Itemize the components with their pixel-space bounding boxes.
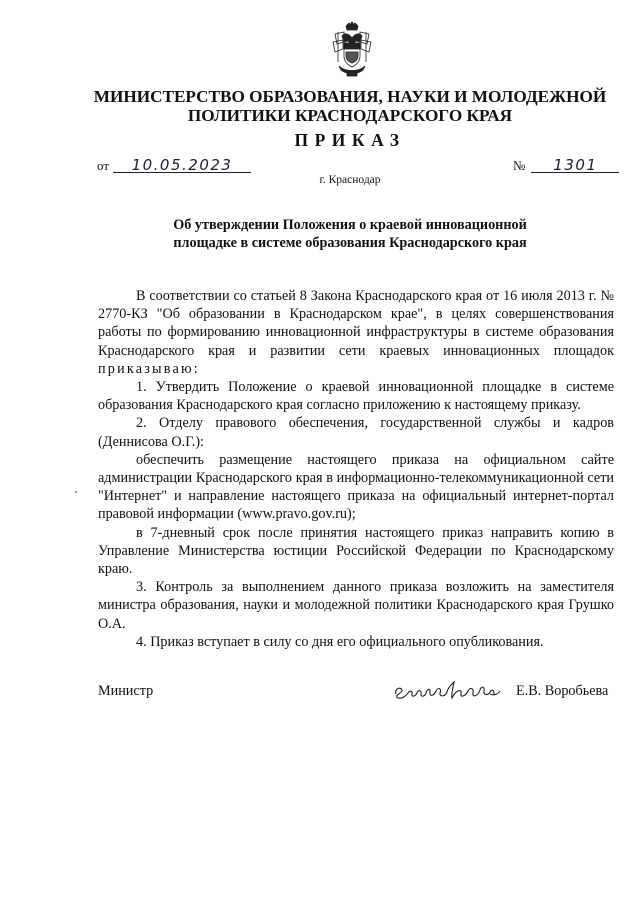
order-subject-line1: Об утверждении Положения о краевой инновационной [173, 217, 527, 233]
coat-of-arms-icon [329, 22, 375, 78]
preamble-text: В соответствии со статьей 8 Закона Краснодарского края от 16 июля 2013 г. № 2770-КЗ "Об образовании в Краснодарском крае", в целях совершенствования работы по формированию инновационной инфраструктуры в системе образования Краснодарского края и развитии сети краевых инновационных площадок [98, 288, 614, 359]
order-subject [130, 216, 570, 252]
date-prefix: от [97, 158, 110, 173]
preamble-paragraph [98, 287, 614, 378]
signatory-position: Министр [98, 683, 154, 699]
scan-mark [75, 491, 77, 493]
city-label: г. Краснодар [319, 174, 381, 186]
order-date: 10.05.2023 [113, 156, 251, 174]
order-date-row [97, 156, 251, 174]
order-word: приказываю: [98, 360, 200, 377]
ministry-name-line1: МИНИСТЕРСТВО ОБРАЗОВАНИЯ, НАУКИ И МОЛОДЕЖНОЙ [93, 87, 607, 106]
order-number-row [513, 156, 619, 174]
ministry-name [80, 87, 620, 125]
item-4: 4. Приказ вступает в силу со дня его официального опубликования. [136, 633, 544, 650]
document-type-title: ПРИКАЗ [294, 130, 406, 150]
item-2-b: в 7-дневный срок после принятия настоящего приказ направить копию в Управление Министерства юстиции Российской Федерации по Краснодарскому краю. [98, 524, 614, 578]
order-subject-line2: площадке в системе образования Краснодарского края [173, 235, 527, 251]
order-body [98, 287, 614, 651]
item-2: 2. Отделу правового обеспечения, государственной службы и кадров (Деннисова О.Г.): [98, 415, 614, 450]
handwritten-signature [390, 674, 510, 704]
item-3: 3. Контроль за выполнением данного приказа возложить на заместителя министра образования, науки и молодежной политики Краснодарского края Грушко О.А. [98, 579, 614, 632]
order-number: 1301 [531, 156, 619, 174]
signatory-name: Е.В. Воробьева [516, 683, 609, 699]
ministry-name-line2: ПОЛИТИКИ КРАСНОДАРСКОГО КРАЯ [187, 106, 513, 125]
number-prefix: № [513, 158, 526, 173]
item-2-a: обеспечить размещение настоящего приказа на официальном сайте администрации Краснодарского края в информационно-телекоммуникационной сети "Интернет" и направление настоящего приказа на официальный интернет-портал правовой информации (www.pravo.gov.ru); [98, 451, 614, 523]
item-1: 1. Утвердить Положение о краевой инновационной площадке в системе образования Краснодарского края согласно приложению к настоящему приказу. [98, 379, 614, 414]
